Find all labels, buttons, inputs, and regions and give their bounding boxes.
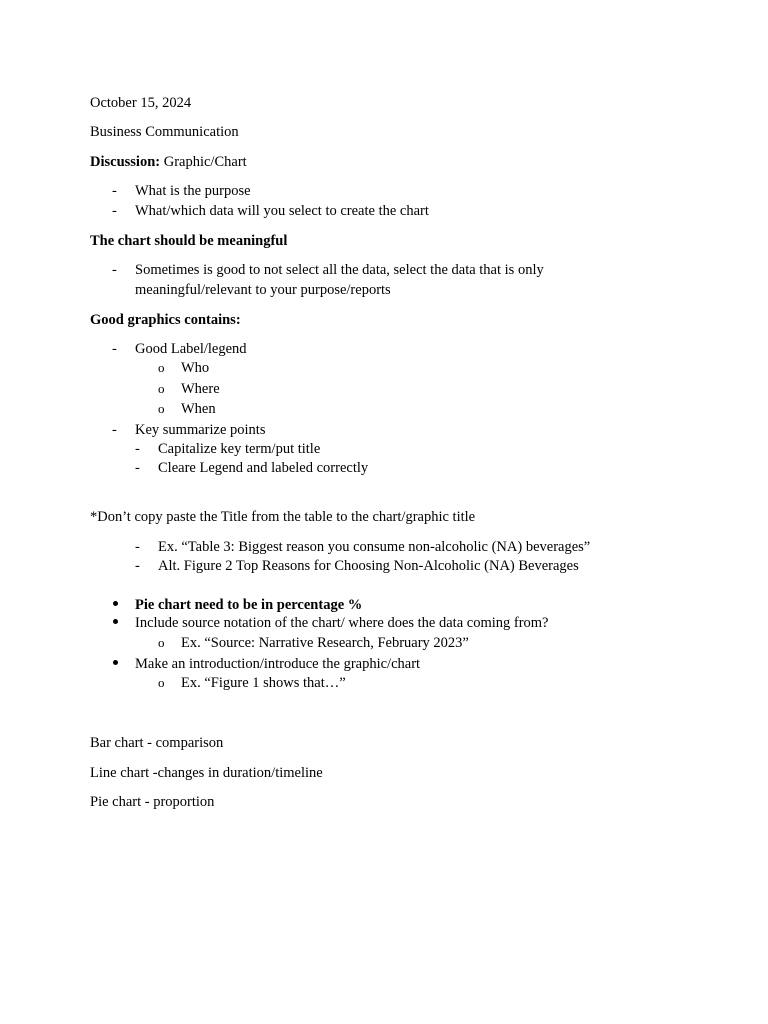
bullet-dot [113, 601, 118, 606]
title-example: Ex. “Table 3: Biggest reason you consume non-alcoholic (NA) beverages” [158, 539, 591, 555]
intro-note: Make an introduction/introduce the graphic/chart [135, 656, 421, 672]
course-title: Business Communication [90, 124, 239, 140]
date: October 15, 2024 [90, 95, 192, 111]
circle-marker: o [158, 675, 165, 690]
title-note: *Don’t copy paste the Title from the table to the chart/graphic title [90, 509, 476, 525]
bullet-dot [113, 619, 118, 624]
circle-marker: o [158, 360, 165, 375]
chart-type-bar: Bar chart - comparison [90, 735, 224, 751]
dash-marker: - [135, 441, 140, 457]
circle-marker: o [158, 381, 165, 396]
key-sub-item: Capitalize key term/put title [158, 441, 321, 457]
dash-marker: - [112, 341, 117, 357]
dash-marker: - [112, 262, 117, 278]
chart-type-line: Line chart -changes in duration/timeline [90, 765, 323, 781]
meaningful-item-line1: Sometimes is good to not select all the data, select the data that is only [135, 262, 544, 278]
discussion-item: What is the purpose [135, 183, 251, 199]
discussion-label: Discussion: [90, 154, 161, 170]
meaningful-item-line2: meaningful/relevant to your purpose/reports [135, 282, 391, 298]
dash-marker: - [135, 460, 140, 476]
label-legend-item: Good Label/legend [135, 341, 247, 357]
source-note: Include source notation of the chart/ where does the data coming from? [135, 615, 549, 631]
discussion-item: What/which data will you select to create the chart [135, 203, 429, 219]
pie-percentage-note: Pie chart need to be in percentage % [135, 597, 363, 613]
circle-marker: o [158, 635, 165, 650]
dash-marker: - [135, 539, 140, 555]
source-example: Ex. “Source: Narrative Research, February 2023” [181, 635, 469, 651]
label-sub-item: When [181, 401, 216, 417]
label-sub-item: Where [181, 381, 220, 397]
key-sub-item: Cleare Legend and labeled correctly [158, 460, 369, 476]
key-points-item: Key summarize points [135, 422, 266, 438]
dash-marker: - [112, 203, 117, 219]
bullet-dot [113, 660, 118, 665]
good-graphics-heading: Good graphics contains: [90, 312, 241, 328]
label-sub-item: Who [181, 360, 210, 376]
meaningful-heading: The chart should be meaningful [90, 233, 288, 249]
chart-type-pie: Pie chart - proportion [90, 794, 215, 810]
intro-example: Ex. “Figure 1 shows that…” [181, 675, 346, 691]
dash-marker: - [112, 422, 117, 438]
discussion-topic: Graphic/Chart [160, 154, 247, 170]
dash-marker: - [112, 183, 117, 199]
circle-marker: o [158, 401, 165, 416]
discussion-line [90, 153, 247, 171]
dash-marker: - [135, 558, 140, 574]
title-example: Alt. Figure 2 Top Reasons for Choosing Non-Alcoholic (NA) Beverages [158, 558, 579, 574]
